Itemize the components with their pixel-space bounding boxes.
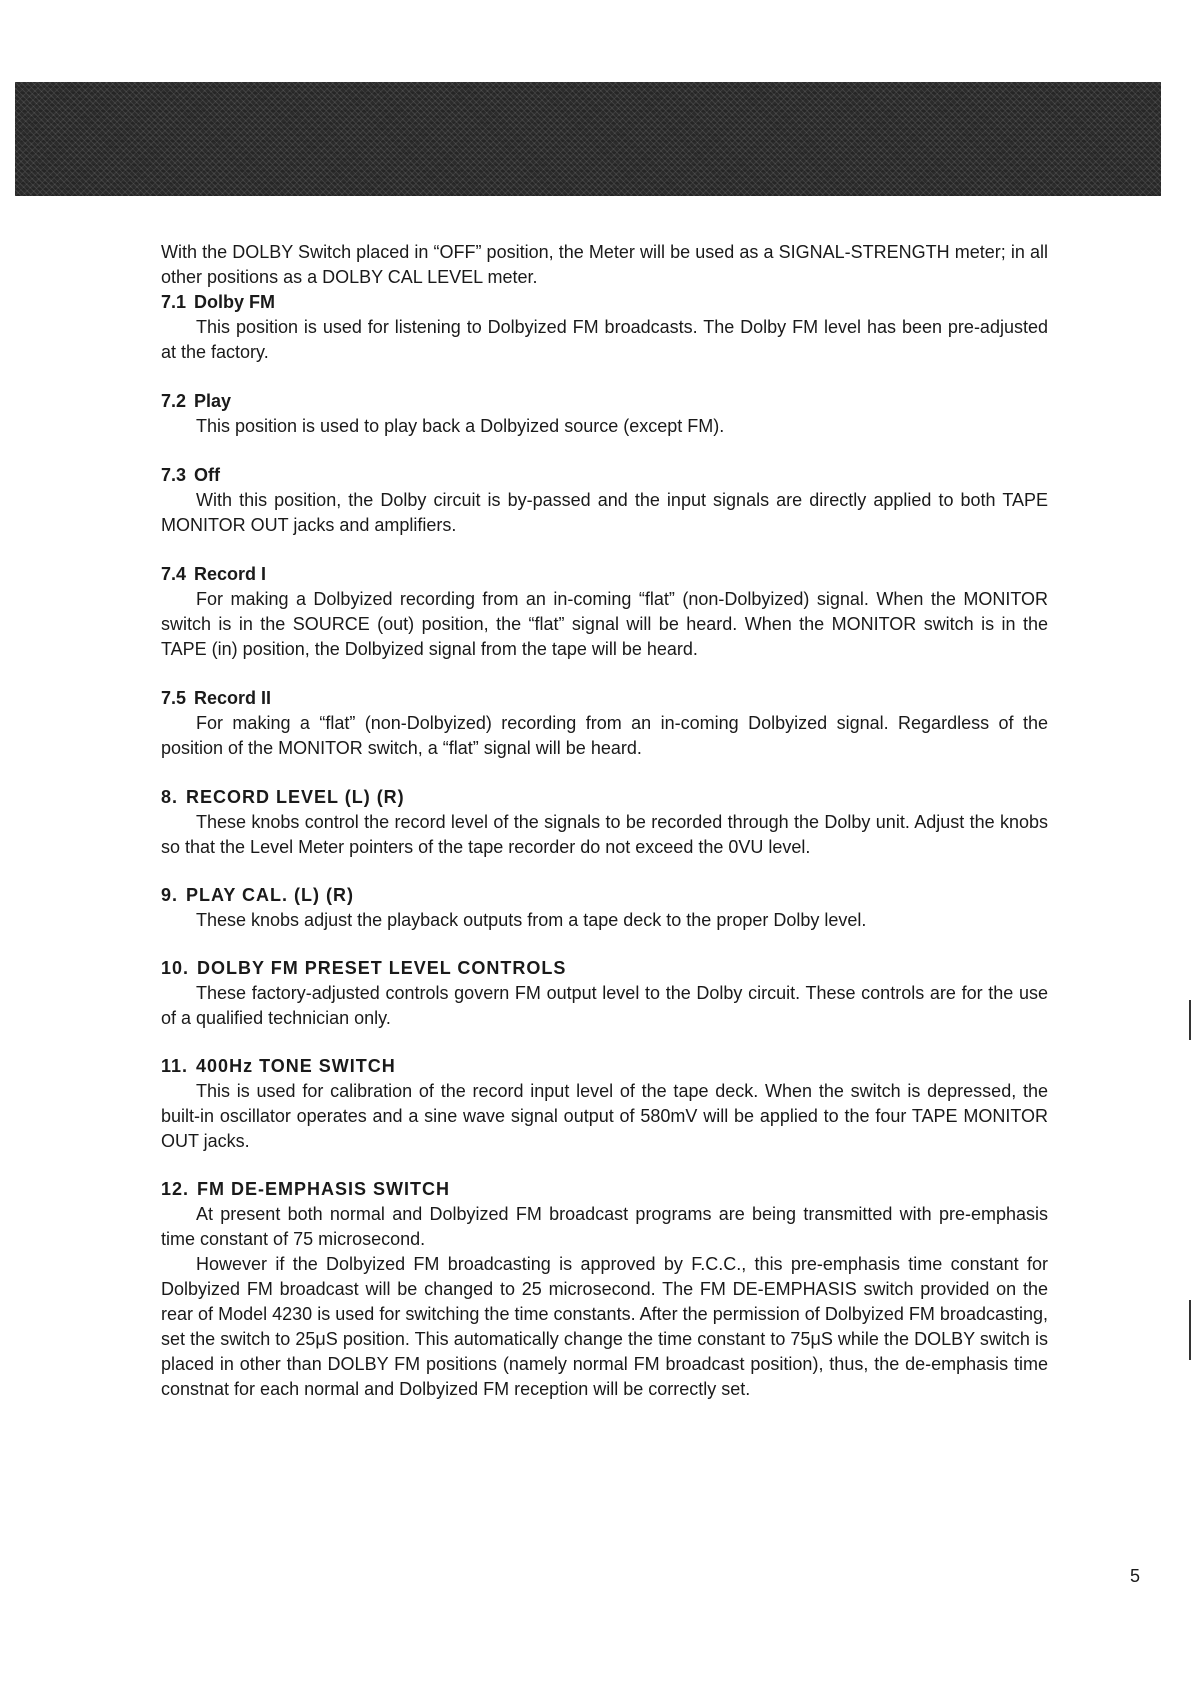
section-number: 7.4 <box>161 564 187 584</box>
section-number: 9. <box>161 885 179 905</box>
header-band <box>15 82 1161 196</box>
section-title: 400Hz TONE SWITCH <box>196 1056 396 1076</box>
section-heading <box>161 956 1048 981</box>
section-heading <box>161 562 1048 587</box>
section-heading <box>161 686 1048 711</box>
section-heading <box>161 389 1048 414</box>
section-heading <box>161 785 1048 810</box>
section-11 <box>161 1054 1048 1154</box>
section-8 <box>161 785 1048 860</box>
section-heading <box>161 883 1048 908</box>
section-heading <box>161 463 1048 488</box>
section-paragraph: These factory-adjusted controls govern FM output level to the Dolby circuit. These controls are for the use of a qualified technician only. <box>161 983 1048 1028</box>
section-title: DOLBY FM PRESET LEVEL CONTROLS <box>197 958 567 978</box>
section-title: Off <box>194 465 221 485</box>
section-10 <box>161 956 1048 1031</box>
section-7-3 <box>161 463 1048 538</box>
section-paragraph: This is used for calibration of the record input level of the tape deck. When the switch is depressed, the built-in oscillator operates and a sine wave signal output of 580mV will be applied to the four TAPE MONITOR OUT jacks. <box>161 1081 1048 1151</box>
section-number: 7.3 <box>161 465 187 485</box>
section-title: RECORD LEVEL (L) (R) <box>186 787 405 807</box>
section-paragraph: At present both normal and Dolbyized FM broadcast programs are being transmitted with pre-emphasis time constant of 75 microsecond. <box>161 1204 1048 1249</box>
section-paragraph: These knobs adjust the playback outputs from a tape deck to the proper Dolby level. <box>196 910 867 930</box>
section-number: 11. <box>161 1056 189 1076</box>
section-paragraph: For making a Dolbyized recording from an in-coming “flat” (non-Dolbyized) signal. When the MONITOR switch is in the SOURCE (out) position, the “flat” signal will be heard. When the MONITOR switch is in the TAPE (in) position, the Dolbyized signal from the tape will be heard. <box>161 589 1048 659</box>
section-title: Record II <box>194 688 272 708</box>
section-paragraph: With this position, the Dolby circuit is by-passed and the input signals are directly applied to both TAPE MONITOR OUT jacks and amplifiers. <box>161 490 1048 535</box>
section-7-1 <box>161 290 1048 365</box>
section-title: FM DE-EMPHASIS SWITCH <box>197 1179 451 1199</box>
section-number: 10. <box>161 958 190 978</box>
section-9 <box>161 883 1048 933</box>
section-12 <box>161 1177 1048 1402</box>
section-number: 7.5 <box>161 688 187 708</box>
section-number: 8. <box>161 787 179 807</box>
section-number: 7.2 <box>161 391 187 411</box>
section-title: Record I <box>194 564 267 584</box>
section-7-5 <box>161 686 1048 761</box>
section-title: PLAY CAL. (L) (R) <box>186 885 355 905</box>
section-heading <box>161 290 1048 315</box>
intro-paragraph: With the DOLBY Switch placed in “OFF” position, the Meter will be used as a SIGNAL-STRENGTH meter; in all other positions as a DOLBY CAL LEVEL meter. <box>161 242 1048 287</box>
section-paragraph: These knobs control the record level of the signals to be recorded through the Dolby unit. Adjust the knobs so that the Level Meter pointers of the tape recorder do not exceed the 0VU level. <box>161 812 1048 857</box>
section-7-2 <box>161 389 1048 439</box>
section-title: Dolby FM <box>194 292 276 312</box>
section-number: 7.1 <box>161 292 187 312</box>
section-heading <box>161 1177 1048 1202</box>
section-number: 12. <box>161 1179 190 1199</box>
section-heading <box>161 1054 1048 1079</box>
page-content <box>161 240 1048 1425</box>
section-7-4 <box>161 562 1048 662</box>
section-paragraph: For making a “flat” (non-Dolbyized) recording from an in-coming Dolbyized signal. Regardless of the position of the MONITOR switch, a “flat” signal will be heard. <box>161 713 1048 758</box>
section-paragraph: However if the Dolbyized FM broadcasting is approved by F.C.C., this pre-emphasis time constant for Dolbyized FM broadcast will be changed to 25 microsecond. The FM DE-EMPHASIS switch provided on the rear of Model 4230 is used for switching the time constants. After the permission of Dolbyized FM broadcasting, set the switch to 25μS position. This automatically change the time constant to 75μS while the DOLBY switch is placed in other than DOLBY FM positions (namely normal FM broadcast position), thus, the de-emphasis time constnat for each normal and Dolbyized FM reception will be correctly set. <box>161 1254 1048 1399</box>
section-paragraph: This position is used to play back a Dolbyized source (except FM). <box>196 416 725 436</box>
page-number: 5 <box>1130 1566 1141 1586</box>
section-paragraph: This position is used for listening to Dolbyized FM broadcasts. The Dolby FM level has been pre-adjusted at the factory. <box>161 317 1048 362</box>
section-title: Play <box>194 391 232 411</box>
